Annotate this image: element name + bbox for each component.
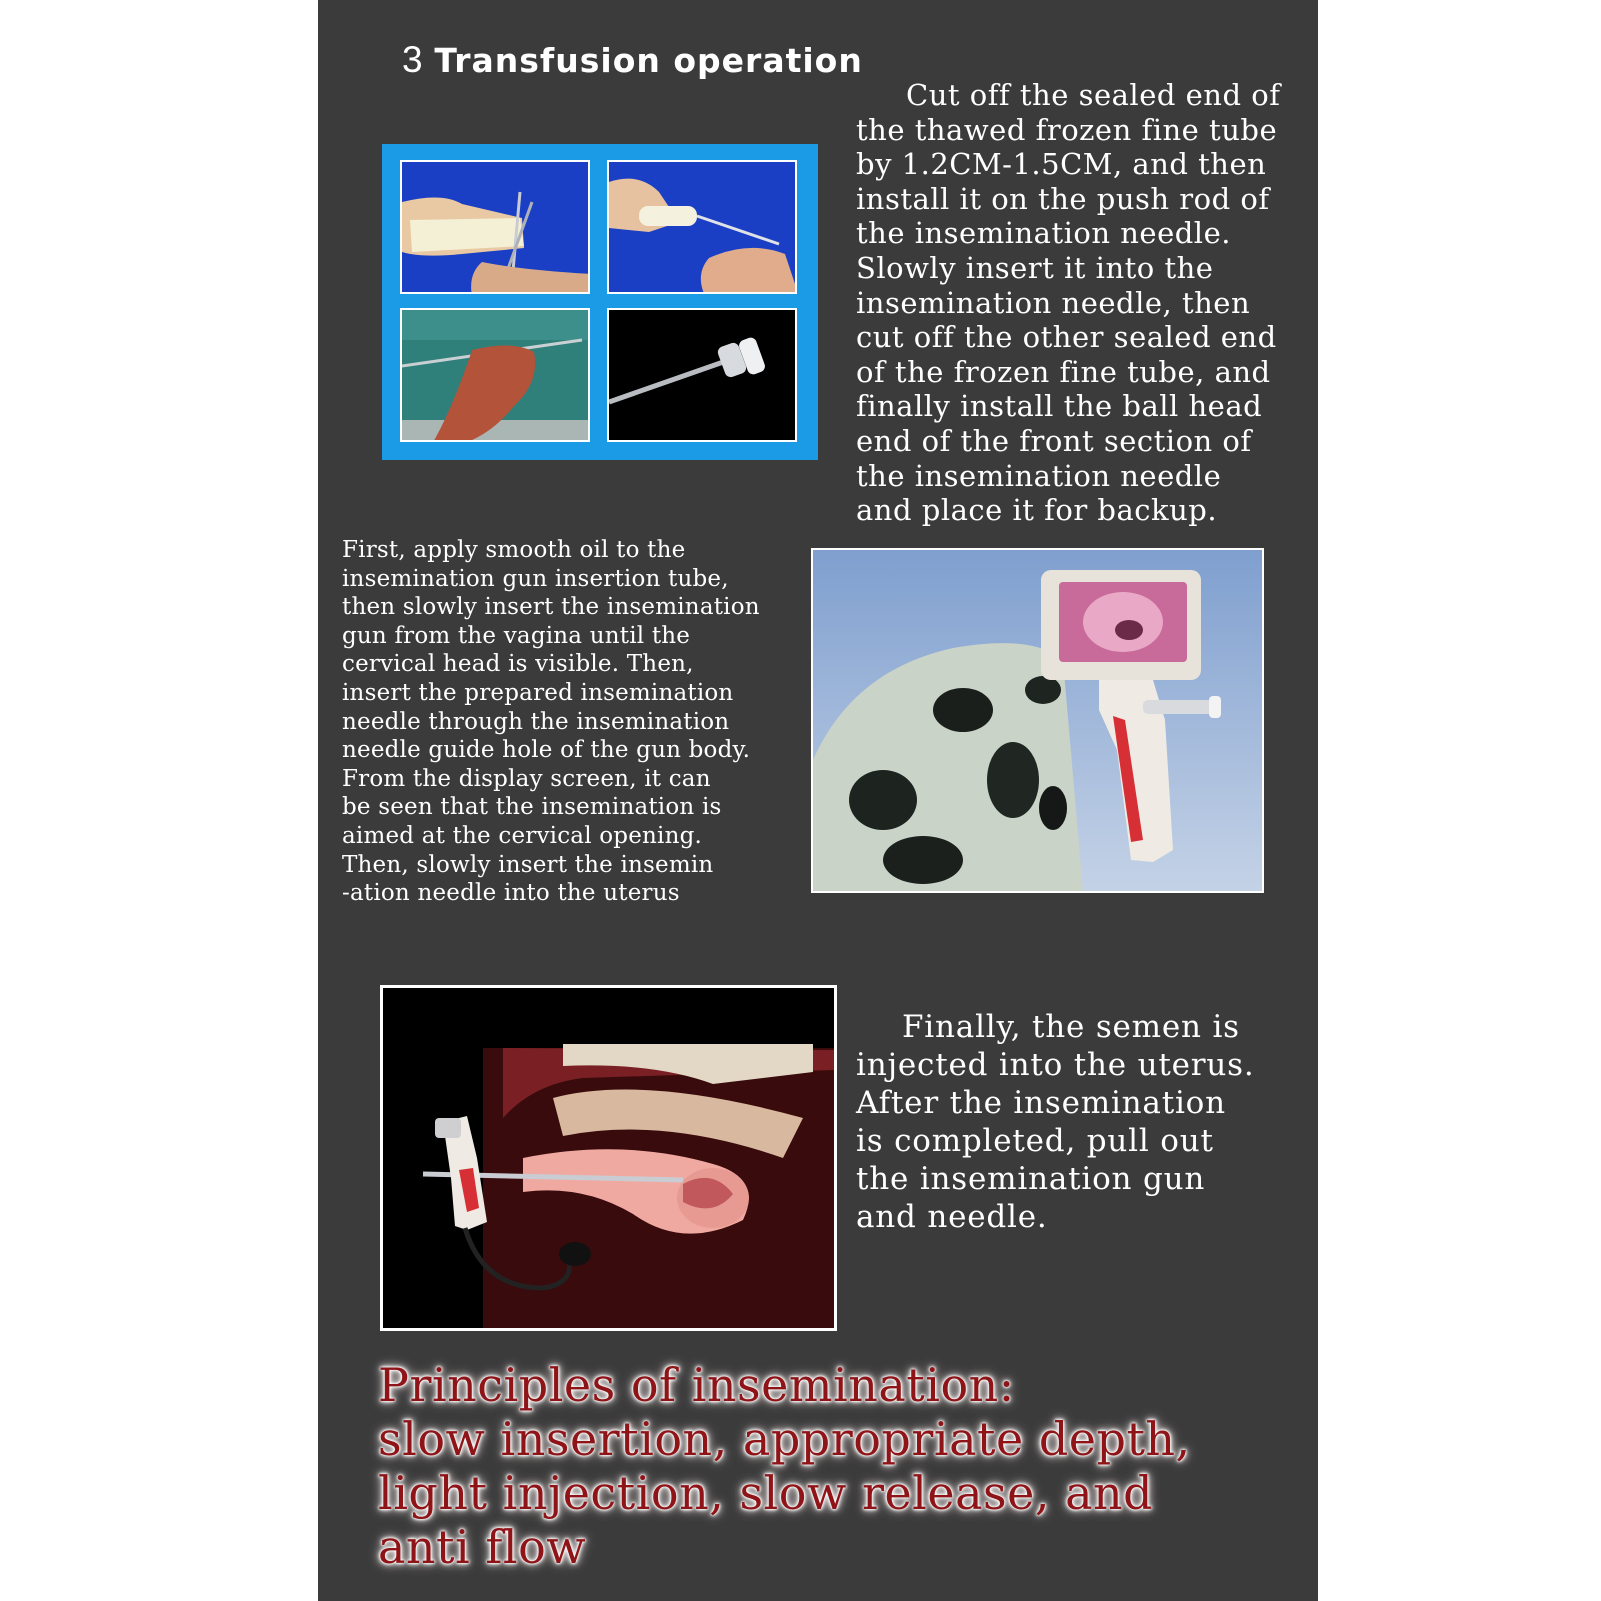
step3-line: Finally, the semen is bbox=[902, 1009, 1240, 1045]
step1-line: Cut off the sealed end of bbox=[906, 78, 1281, 112]
device-in-use-photo bbox=[811, 548, 1264, 893]
principles-line: anti flow bbox=[378, 1520, 587, 1574]
principles-line: Principles of insemination: bbox=[378, 1358, 1015, 1412]
step2-line: insemination gun insertion tube, bbox=[342, 565, 729, 592]
step1-line: end of the front section of bbox=[856, 423, 1252, 458]
step2-line: From the display screen, it can bbox=[342, 765, 711, 792]
principles-line: slow insertion, appropriate depth, bbox=[378, 1412, 1191, 1466]
photo-installing-tube bbox=[607, 160, 797, 294]
step2-line: Then, slowly insert the insemin bbox=[342, 851, 714, 878]
step2-line: then slowly insert the insemination bbox=[342, 594, 760, 621]
step1-line: insemination needle, then bbox=[856, 285, 1251, 320]
step2-line: needle guide hole of the gun body. bbox=[342, 737, 751, 764]
insemination-anatomy-illustration bbox=[380, 985, 837, 1331]
step1-line: and place it for backup. bbox=[856, 493, 1218, 528]
insemination-principles bbox=[378, 1358, 1298, 1574]
step3-line: is completed, pull out bbox=[856, 1123, 1214, 1159]
step1-line: the insemination needle. bbox=[856, 216, 1231, 251]
step1-text bbox=[856, 78, 1306, 528]
step2-line: needle through the insemination bbox=[342, 708, 730, 735]
step1-line: Slowly insert it into the bbox=[856, 250, 1214, 285]
principles-line: light injection, slow release, and bbox=[378, 1466, 1154, 1520]
step3-line: After the insemination bbox=[856, 1085, 1226, 1121]
step2-line: be seen that the insemination is bbox=[342, 794, 722, 821]
section-number: 3 bbox=[402, 39, 423, 80]
step1-line: cut off the other sealed end bbox=[856, 320, 1277, 355]
step3-text bbox=[856, 1008, 1306, 1236]
step2-line: insert the prepared insemination bbox=[342, 679, 734, 706]
step2-line: -ation needle into the uterus bbox=[342, 880, 680, 907]
photo-cutting-tube bbox=[400, 160, 590, 294]
section-heading bbox=[402, 38, 863, 81]
section-title: Transfusion operation bbox=[434, 41, 863, 80]
step1-line: by 1.2CM-1.5CM, and then bbox=[856, 147, 1267, 182]
step2-line: cervical head is visible. Then, bbox=[342, 651, 694, 678]
step3-line: injected into the uterus. bbox=[856, 1047, 1255, 1083]
step1-line: install it on the push rod of bbox=[856, 181, 1270, 216]
photo-needle-closeup bbox=[607, 308, 797, 442]
tube-preparation-photo-grid bbox=[382, 144, 818, 460]
photo-holding-needle bbox=[400, 308, 590, 442]
step3-line: the insemination gun bbox=[856, 1161, 1206, 1197]
step1-line: finally install the ball head bbox=[856, 389, 1263, 424]
step2-line: aimed at the cervical opening. bbox=[342, 822, 703, 849]
step1-line: the insemination needle bbox=[856, 458, 1222, 493]
step3-line: and needle. bbox=[856, 1199, 1048, 1235]
step2-line: First, apply smooth oil to the bbox=[342, 537, 686, 563]
step1-line: the thawed frozen fine tube bbox=[856, 112, 1278, 147]
step1-line: of the frozen fine tube, and bbox=[856, 354, 1271, 389]
step2-line: gun from the vagina until the bbox=[342, 622, 691, 649]
step2-text bbox=[342, 536, 812, 908]
